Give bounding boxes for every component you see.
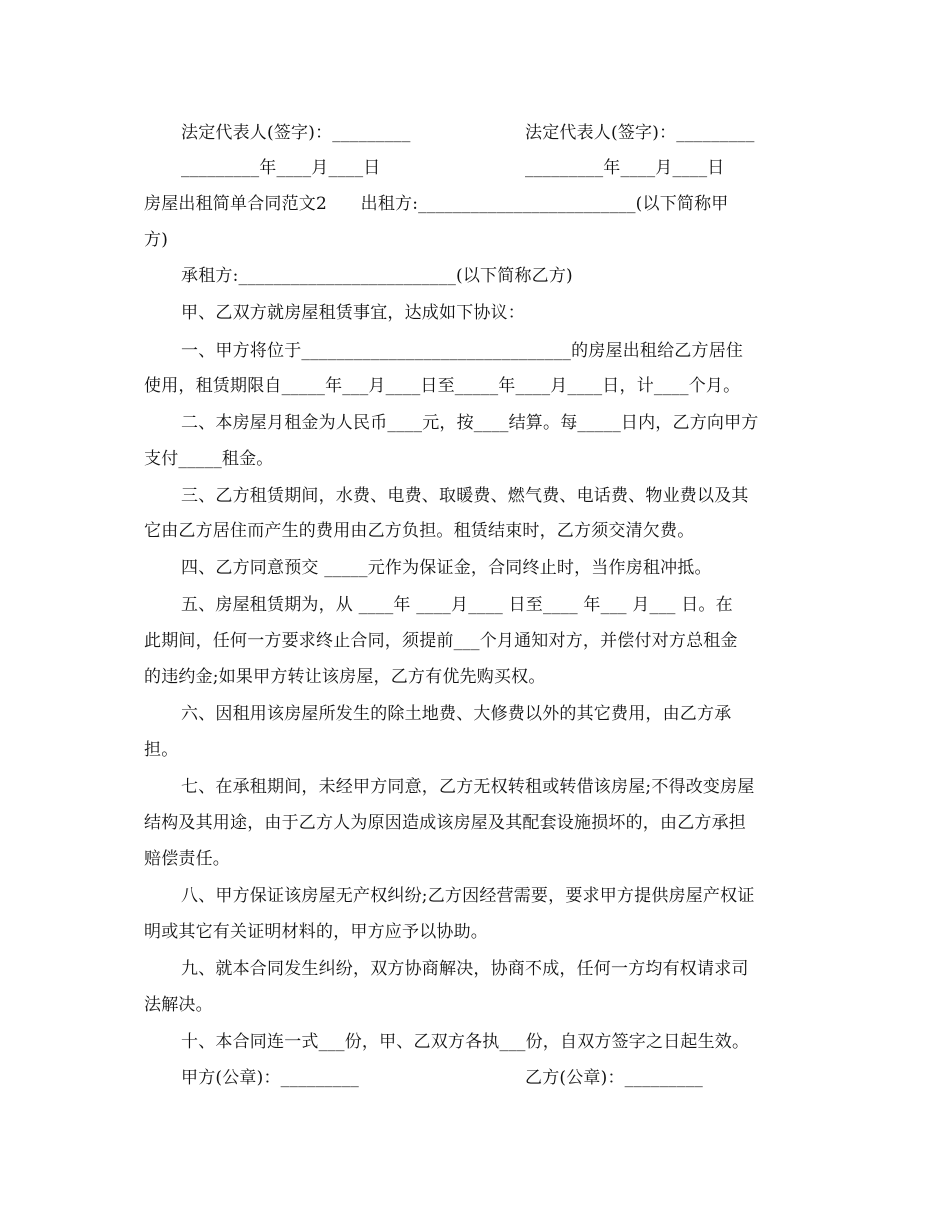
clause-7-line-2: 结构及其用途，由于乙方人为原因造成该房屋及其配套设施损坏的，由乙方承担 — [144, 813, 746, 833]
lessee-line: 承租方:_________________________(以下简称乙方) — [181, 266, 573, 286]
clause-7-line-1: 七、在承租期间，未经甲方同意，乙方无权转租或转借该房屋;不得改变房屋 — [181, 777, 755, 797]
clause-9-line-2: 法解决。 — [144, 995, 213, 1015]
clause-10: 十、本合同连一式___份，甲、乙双方各执___份，自双方签字之日起生效。 — [181, 1032, 750, 1052]
clause-2-line-1: 二、本房屋月租金为人民币____元，按____结算。每_____日内，乙方向甲方 — [181, 413, 759, 433]
right-sign-date: _________年____月____日 — [525, 158, 725, 178]
clause-3-line-1: 三、乙方租赁期间，水费、电费、取暖费、燃气费、电话费、物业费以及其 — [181, 486, 749, 506]
clause-5-line-3: 的违约金;如果甲方转让该房屋，乙方有优先购买权。 — [144, 667, 546, 687]
clause-4: 四、乙方同意预交 _____元作为保证金，合同终止时，当作房租冲抵。 — [181, 558, 712, 578]
clause-1-line-2: 使用，租赁期限自_____年___月____日至_____年____月____日，计____个月。 — [144, 376, 741, 396]
clause-9-line-1: 九、就本合同发生纠纷，双方协商解决，协商不成，任何一方均有权请求司 — [181, 959, 749, 979]
clause-5-line-2: 此期间，任何一方要求终止合同，须提前___个月通知对方，并偿付对方总租金 — [144, 631, 738, 651]
right-legal-rep-signature: 法定代表人(签字)：_________ — [525, 123, 755, 143]
clause-5-line-1: 五、房屋租赁期为，从 ____年 ____月____ 日至____ 年___ 月___ 日。在 — [181, 595, 733, 615]
clause-3-line-2: 它由乙方居住而产生的费用由乙方负担。租赁结束时，乙方须交清欠费。 — [144, 521, 695, 541]
party-a-seal: 甲方(公章)：_________ — [181, 1068, 359, 1088]
left-sign-date: _________年____月____日 — [181, 158, 381, 178]
clause-6-line-1: 六、因租用该房屋所发生的除土地费、大修费以外的其它费用，由乙方承 — [181, 704, 732, 724]
clause-8-line-2: 明或其它有关证明材料的，甲方应予以协助。 — [144, 922, 488, 942]
party-b-seal: 乙方(公章)：_________ — [525, 1068, 703, 1088]
clause-8-line-1: 八、甲方保证该房屋无产权纠纷;乙方因经营需要，要求甲方提供房屋产权证 — [181, 886, 755, 906]
document-heading-line: 房屋出租简单合同范文2 出租方:_________________________(以下简称甲 — [144, 194, 729, 214]
clause-1-line-1: 一、甲方将位于_______________________________的房屋出租给乙方居住 — [181, 341, 744, 361]
clause-7-line-3: 赔偿责任。 — [144, 849, 230, 869]
clause-2-line-2: 支付_____租金。 — [144, 449, 274, 469]
agreement-intro: 甲、乙双方就房屋租赁事宜，达成如下协议： — [181, 303, 525, 323]
document-heading-continuation: 方) — [144, 230, 169, 250]
left-legal-rep-signature: 法定代表人(签字)：_________ — [181, 123, 411, 143]
clause-6-line-2: 担。 — [144, 740, 179, 760]
